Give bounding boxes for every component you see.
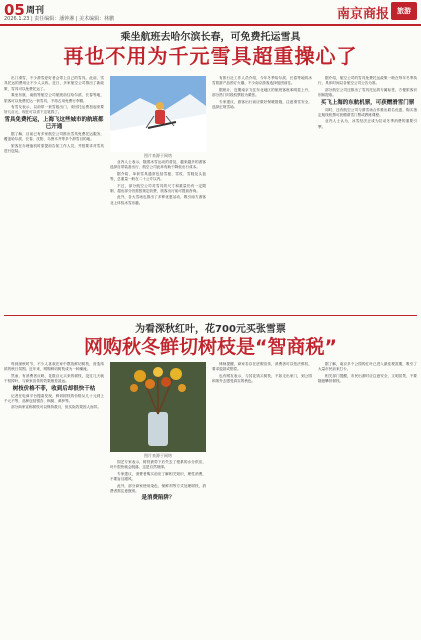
article2-column-1 <box>4 362 104 636</box>
paragraph: 旅客在办理值机时需提前告知工作人员，并按要求对雪具进行包装。 <box>4 143 104 154</box>
paragraph: 据统计，近期南京飞往东北地区的航班客座率明显上升，部分热门时段机票较为紧张。 <box>212 87 312 98</box>
paragraph: 相关部门提醒，市民出游时应注意安全，文明赏景，不要随意攀折树枝。 <box>318 373 417 384</box>
paragraph: 专家建议，游客出行前应做好保暖措施，注意滑雪安全，选择正规雪场。 <box>212 99 312 110</box>
paragraph: 园艺专家表示，树枝被剪下后失去了根系的水分供应，叶片很快就会脱落，这是自然规律。 <box>110 460 206 470</box>
issue-meta: 2026.1.23 | 责任编辑：潘钟淋 | 美术编辑：林鹏 <box>4 16 115 22</box>
paragraph: 记者在电商平台搜索发现，鲜切树枝的价格从几十元到上千元不等，品种包括银杏、枫树、黄栌等。 <box>4 393 104 404</box>
paragraph: 也有网友表示，与其花钱买树枝，不如走出家门，到公园和郊外去感受真实的秋色。 <box>212 373 312 384</box>
article1-column-2 <box>110 160 206 312</box>
article2-column-3 <box>212 362 312 636</box>
paragraph: 出门滑雪，不少滑雪爱好者会带上自己的雪具。此前，雪具托运的费用让不少人头疼。近日，多家航空公司推出了新政策，雪具可以免费托运了。 <box>4 76 104 91</box>
paragraph: 不过，部分航空公司对雪具的尺寸和重量仍有一定限制，超出部分仍需按规定收费，旅客出行前可提前咨询。 <box>110 183 206 194</box>
paragraph: 乘坐东航、南航等航空公司航班前往哈尔滨、长春等地，旅客可以免费托运一套雪具，不再占用免费行李额。 <box>4 93 104 103</box>
photo-caption: 图片来源于网络 <box>144 453 172 458</box>
page-number: 05 <box>4 1 25 19</box>
paragraph: 据了解，南京多个公园的红叶已进入最佳观赏期，吸引了大量市民前来打卡。 <box>318 362 417 372</box>
paragraph: 业内人士表示，随着冰雪运动的普及，越来越多的游客选择自带装备出行，航空公司此举有助于降低出行成本。 <box>110 160 206 170</box>
paragraph: 此外，各大雪场也推出了多种优惠活动，吸引南方游客北上体验冰雪乐趣。 <box>110 195 206 205</box>
article-divider <box>4 315 417 316</box>
paragraph: 有旅行社工作人员介绍，今年冬季哈尔滨、长春等地的冰雪旅游产品预订火爆，不少南京游客选择组团前往。 <box>212 76 312 86</box>
article1-kicker: 乘坐航班去哈尔滨长春，可免费托运雪具 <box>120 32 301 43</box>
subheading: 买飞上海的东航机票，可获赠滑雪门票 <box>320 99 415 106</box>
article1-column-3 <box>212 76 312 312</box>
subheading: 树枝价格不菲，收到后却很快干枯 <box>12 385 96 392</box>
paragraph: 有雪友表示，以前带一套雪板出门，来回托运费加起来要好几百元，现在可以省下这笔钱了。 <box>4 105 104 115</box>
article2-column-2 <box>110 460 206 636</box>
article2-headline: 网购秋冬鲜切树枝是“智商税” <box>84 336 337 358</box>
subheading: 是消费陷阱？ <box>141 495 175 502</box>
subheading: 雪具免费托运，上海飞这些城市的航班都已开通 <box>4 116 104 130</box>
paragraph: 此外，部分商家使用染色、保鲜剂等方式处理树枝，消费者需注意甄别。 <box>110 483 206 494</box>
paragraph: 部分商家宣称树枝可以保持数月，但实际效果因人而异。 <box>11 405 101 410</box>
article1-column-1 <box>4 76 104 312</box>
paragraph: 据了解，目前已有多家航空公司推出雪具免费托运服务，覆盖哈尔滨、长春、沈阳、乌鲁木齐等多个滑雪目的地。 <box>4 131 104 142</box>
newspaper-brand: 南京商报 <box>336 7 389 22</box>
paragraph: 专家建议，消费者购买前应了解相关知识，理性消费，不要盲目跟风。 <box>110 471 206 482</box>
page-header <box>0 0 421 26</box>
paragraph: 律师提醒，商家若存在虚假宣传，消费者可以依法维权，要求退款或赔偿。 <box>212 362 312 372</box>
paragraph: 然而，有消费者反映，花数百元买来的树枝，没过几天就干枯掉叶，与商家宣传的效果相差甚远。 <box>4 373 104 384</box>
paragraph: 据介绍，单套雪具通常包括雪板、雪杖、雪鞋及头盔等，总重量一般在二十公斤以内。 <box>110 171 206 182</box>
article1-column-4 <box>318 76 417 312</box>
photo-caption: 图片来源于网络 <box>144 153 172 158</box>
brand-logo-icon: 旅游 <box>391 2 417 20</box>
article2-kicker: 为看深秋红叶，花700元买张雪票 <box>135 324 286 335</box>
paragraph: 部分航空公司还推出了雪具托运的专属标签，方便旅客识别和提取。 <box>318 87 417 98</box>
skier-illustration-icon <box>110 76 206 152</box>
article2-column-4 <box>318 362 417 636</box>
paragraph: 业内人士认为，冰雪经济正成为拉动冬季消费的重要引擎。 <box>318 119 417 129</box>
paragraph: 同时，还有航空公司与滑雪场合作推出联名优惠，购买指定航线机票可获赠滑雪门票或教练课程。 <box>318 107 417 118</box>
skier-photo <box>110 76 206 152</box>
branches-illustration-icon <box>110 362 206 452</box>
paragraph: 每到深秋时节，不少人喜欢在家中摆放鲜切树枝，营造浓浓的秋日氛围。近年来，网购鲜切树枝成为一种潮流。 <box>4 362 104 372</box>
article1-headline: 再也不用为千元雪具超重操心了 <box>63 44 358 68</box>
branches-photo <box>110 362 206 452</box>
paragraph: 据介绍，航空公司的雪具免费托运政策一般在每年冬季执行，具体时间以各航空公司公告为准。 <box>318 76 417 86</box>
section-name: 周刊 <box>26 6 45 16</box>
